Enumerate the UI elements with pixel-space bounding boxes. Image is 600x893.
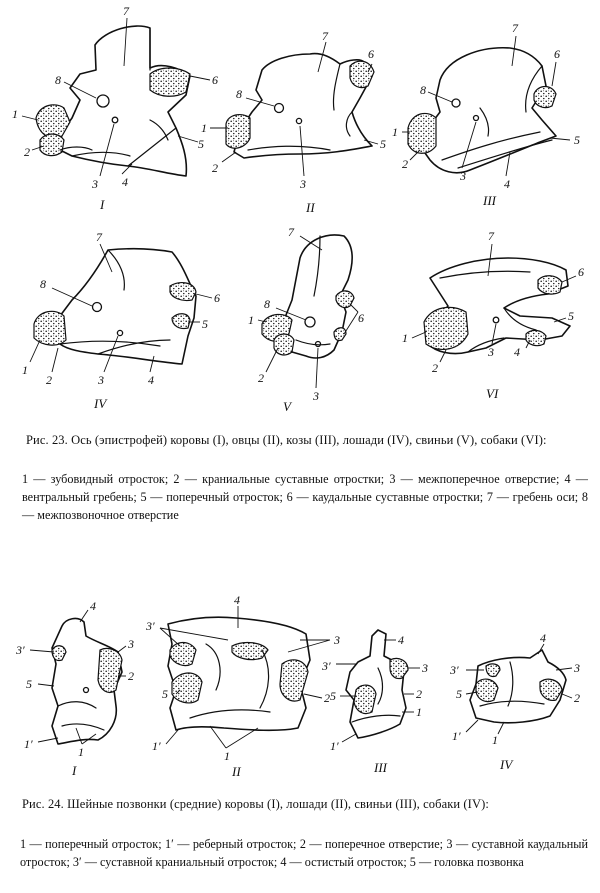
fig24-panel-1-numeral: I: [72, 763, 77, 778]
fig24-iii-label-1: 1: [416, 705, 422, 719]
fig24-iv-label-3p: 3′: [450, 663, 459, 677]
fig24-panel-1-cow: [15, 599, 134, 778]
fig23-v-label-6: 6: [358, 311, 364, 325]
fig23-vi-label-6: 6: [578, 265, 584, 279]
fig23-iii-label-1: 1: [392, 125, 398, 139]
fig24-panel-2-horse: [145, 593, 340, 779]
fig23-vi-label-3: 3: [488, 345, 494, 359]
fig23-iii-label-3: 3: [460, 169, 466, 183]
fig24-panel-4-dog: [449, 631, 580, 772]
fig23-ii-label-5: 5: [380, 137, 386, 151]
fig23-panel-5-pig: [248, 225, 364, 414]
fig23-label-8: 8: [55, 73, 61, 87]
fig24-iii-label-1p: 1′: [330, 739, 339, 753]
fig23-iv-label-2: 2: [46, 373, 52, 387]
fig23-iii-label-2: 2: [402, 157, 408, 171]
fig23-iv-label-7: 7: [96, 230, 102, 244]
fig24-iv-label-1p: 1′: [452, 729, 461, 743]
fig23-vi-label-4: 4: [514, 345, 520, 359]
fig23-panel-5-numeral: V: [283, 399, 291, 414]
fig23-ii-label-2: 2: [212, 161, 218, 175]
fig23-vi-label-7: 7: [488, 229, 494, 243]
fig24-ii-label-1: 1: [224, 749, 230, 763]
fig24-iii-label-3p: 3′: [322, 659, 331, 673]
fig24-label-1p: 1′: [24, 737, 33, 751]
fig23-v-label-3: 3: [313, 389, 319, 403]
fig23-vi-label-5: 5: [568, 309, 574, 323]
fig23-legend: 1 — зубовидный отросток; 2 — краниальные суставные отростки; 3 — межпоперечное отверстие; 4 — вентральный гребень; 5 — поперечный отросток; 6 — каудальные суставные отростки; 7 — гребень оси; 8 — межпозвоночное отверстие: [22, 472, 588, 522]
fig24-iii-label-4: 4: [398, 633, 404, 647]
fig23-ii-label-7: 7: [322, 29, 328, 43]
fig24-panel-2-numeral: II: [232, 764, 241, 779]
fig24-label-3: 3: [128, 637, 134, 651]
fig24-ii-label-4: 4: [234, 593, 240, 607]
fig24-iv-label-5: 5: [456, 687, 462, 701]
fig24-legend: 1 — поперечный отросток; 1′ — реберный отросток; 2 — поперечное отверстие; 3 — суставной каудальный отросток; 3′ — суставной краниальный отросток; 4 — остистый отросток; 5 — головка позвонка: [20, 837, 588, 869]
fig24-iii-label-2: 2: [416, 687, 422, 701]
fig23-iii-label-7: 7: [512, 21, 518, 35]
fig24-iii-label-5: 5: [330, 689, 336, 703]
fig23-iv-label-6: 6: [214, 291, 220, 305]
fig23-panel-2-numeral: II: [306, 200, 315, 215]
fig23-v-label-2: 2: [258, 371, 264, 385]
fig23-label-3: 3: [92, 177, 98, 191]
fig24-iii-label-3: 3: [422, 661, 428, 675]
fig24-panel-4-numeral: IV: [500, 757, 513, 772]
fig24-iv-label-2: 2: [574, 691, 580, 705]
fig24-iv-label-3: 3: [574, 661, 580, 675]
fig24-ii-label-3: 3: [334, 633, 340, 647]
fig23-label-2: 2: [24, 145, 30, 159]
fig23-ii-label-3: 3: [300, 177, 306, 191]
fig23-label-4: 4: [122, 175, 128, 189]
fig23-panel-6-numeral: VI: [486, 386, 499, 401]
fig23-iii-label-8: 8: [420, 83, 426, 97]
fig24-iv-label-1: 1: [492, 733, 498, 747]
fig23-label-1: 1: [12, 107, 18, 121]
fig23-panel-3-numeral: III: [483, 193, 496, 208]
fig23-panel-6-dog: [402, 229, 584, 401]
fig23-panel-2-sheep: [201, 29, 386, 215]
fig24-ii-label-2: 2: [324, 691, 330, 705]
fig24-label-5: 5: [26, 677, 32, 691]
fig24-label-4: 4: [90, 599, 96, 613]
fig24-iv-label-4: 4: [540, 631, 546, 645]
fig23-panel-4-numeral: IV: [94, 396, 107, 411]
fig23-panel-1-numeral: I: [100, 197, 105, 212]
fig23-panel-3-goat: [392, 21, 580, 208]
fig23-panel-1-cow: [12, 4, 218, 212]
fig23-label-6: 6: [212, 73, 218, 87]
fig24-ii-label-1p: 1′: [152, 739, 161, 753]
fig24-panel-3-pig: [321, 630, 428, 775]
fig23-vi-label-2: 2: [432, 361, 438, 375]
fig23-iii-label-6: 6: [554, 47, 560, 61]
fig23-iii-label-4: 4: [504, 177, 510, 191]
fig24-caption: Рис. 24. Шейные позвонки (средние) коровы (I), лошади (II), свиньи (III), собаки (IV):: [22, 797, 489, 811]
fig24-ii-label-5: 5: [162, 687, 168, 701]
fig23-iv-label-4: 4: [148, 373, 154, 387]
fig23-ii-label-8: 8: [236, 87, 242, 101]
fig24-panel-3-numeral: III: [374, 760, 387, 775]
fig23-iii-label-5: 5: [574, 133, 580, 147]
fig23-ii-label-1: 1: [201, 121, 207, 135]
fig23-iv-label-1: 1: [22, 363, 28, 377]
fig24-ii-label-3p: 3′: [146, 619, 155, 633]
fig24-label-3p: 3′: [16, 643, 25, 657]
fig23-v-label-7: 7: [288, 225, 294, 239]
fig23-iv-label-3: 3: [98, 373, 104, 387]
fig24-label-2: 2: [128, 669, 134, 683]
fig23-v-label-8: 8: [264, 297, 270, 311]
fig23-iv-label-8: 8: [40, 277, 46, 291]
fig23-ii-label-6: 6: [368, 47, 374, 61]
fig23-caption: Рис. 23. Ось (эпистрофей) коровы (I), овцы (II), козы (III), лошади (IV), свиньи (V), собаки (VI):: [26, 433, 547, 447]
fig23-v-label-1: 1: [248, 313, 254, 327]
fig24-label-1: 1: [78, 745, 84, 759]
fig23-vi-label-1: 1: [402, 331, 408, 345]
fig23-label-5: 5: [198, 137, 204, 151]
fig23-label-7: 7: [123, 4, 129, 18]
fig23-iv-label-5: 5: [202, 317, 208, 331]
fig23-panel-4-horse: [22, 230, 220, 411]
